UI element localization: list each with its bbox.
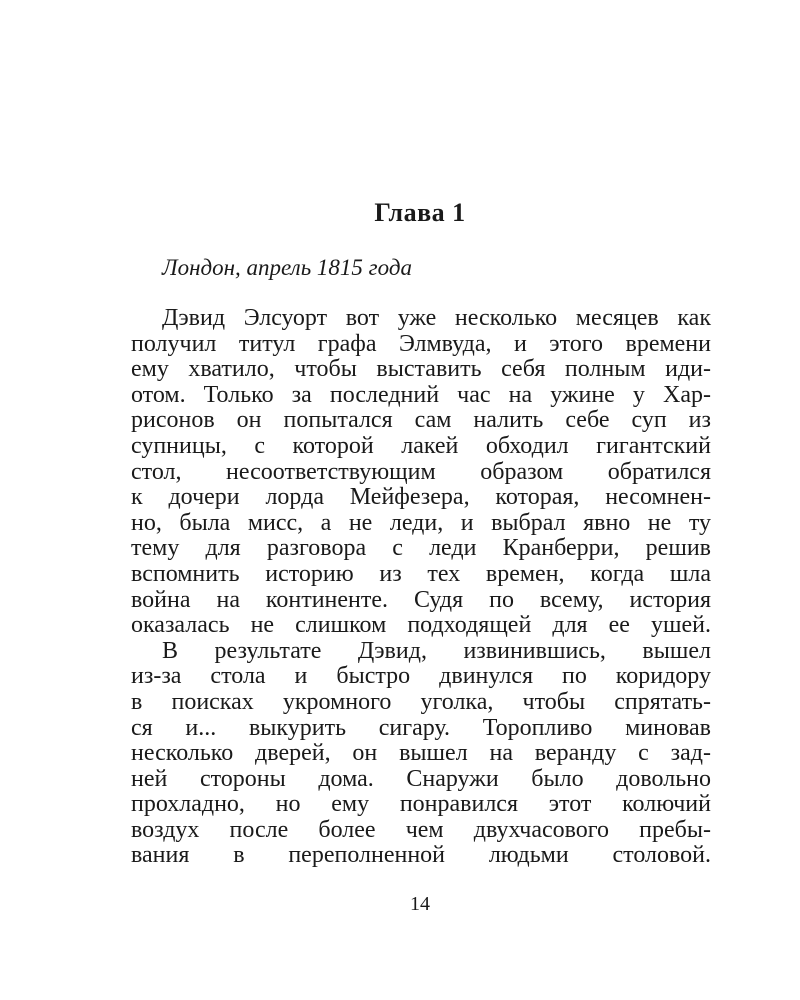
text-line: вспомнить историю из тех времен, когда шла xyxy=(131,560,711,587)
text-line: оказалась не слишком подходящей для ее ушей. xyxy=(131,612,711,639)
text-line: из-за стола и быстро двинулся по коридору xyxy=(131,663,711,690)
text-line: но, была мисс, а не леди, и выбрал явно не ту xyxy=(131,509,711,536)
text-line: Дэвид Элсуорт вот уже несколько месяцев как xyxy=(162,305,711,331)
chapter-title: Глава 1 xyxy=(374,198,466,227)
text-line: несколько дверей, он вышел на веранду с зад- xyxy=(131,740,711,767)
text-line: рисонов он попытался сам налить себе суп из xyxy=(131,407,711,434)
text-line: отом. Только за последний час на ужине у Хар- xyxy=(131,381,711,408)
text-line: ему хватило, чтобы выставить себя полным иди- xyxy=(131,356,711,383)
chapter-dateline: Лондон, апрель 1815 года xyxy=(162,255,412,280)
text-line: прохладно, но ему понравился этот колючий xyxy=(131,791,711,818)
text-line: вания в переполненной людьми столовой. xyxy=(131,842,711,869)
body-text xyxy=(131,306,711,869)
text-line: ся и... выкурить сигару. Торопливо миновав xyxy=(131,714,711,741)
page-number: 14 xyxy=(410,893,430,915)
text-line: В результате Дэвид, извинившись, вышел xyxy=(162,637,711,664)
text-line: получил титул графа Элмвуда, и этого времени xyxy=(131,330,711,357)
text-line: стол, несоответствующим образом обратился xyxy=(131,458,711,485)
text-line: в поисках укромного уголка, чтобы спрятать- xyxy=(131,688,711,715)
text-line: тему для разговора с леди Кранберри, решив xyxy=(131,535,711,562)
text-line: война на континенте. Судя по всему, история xyxy=(131,586,711,613)
text-line: к дочери лорда Мейфезера, которая, несомнен- xyxy=(131,484,711,511)
text-line: воздух после более чем двухчасового пребы- xyxy=(131,816,711,843)
text-line: ней стороны дома. Снаружи было довольно xyxy=(131,765,711,792)
text-line: супницы, с которой лакей обходил гигантский xyxy=(131,432,711,459)
